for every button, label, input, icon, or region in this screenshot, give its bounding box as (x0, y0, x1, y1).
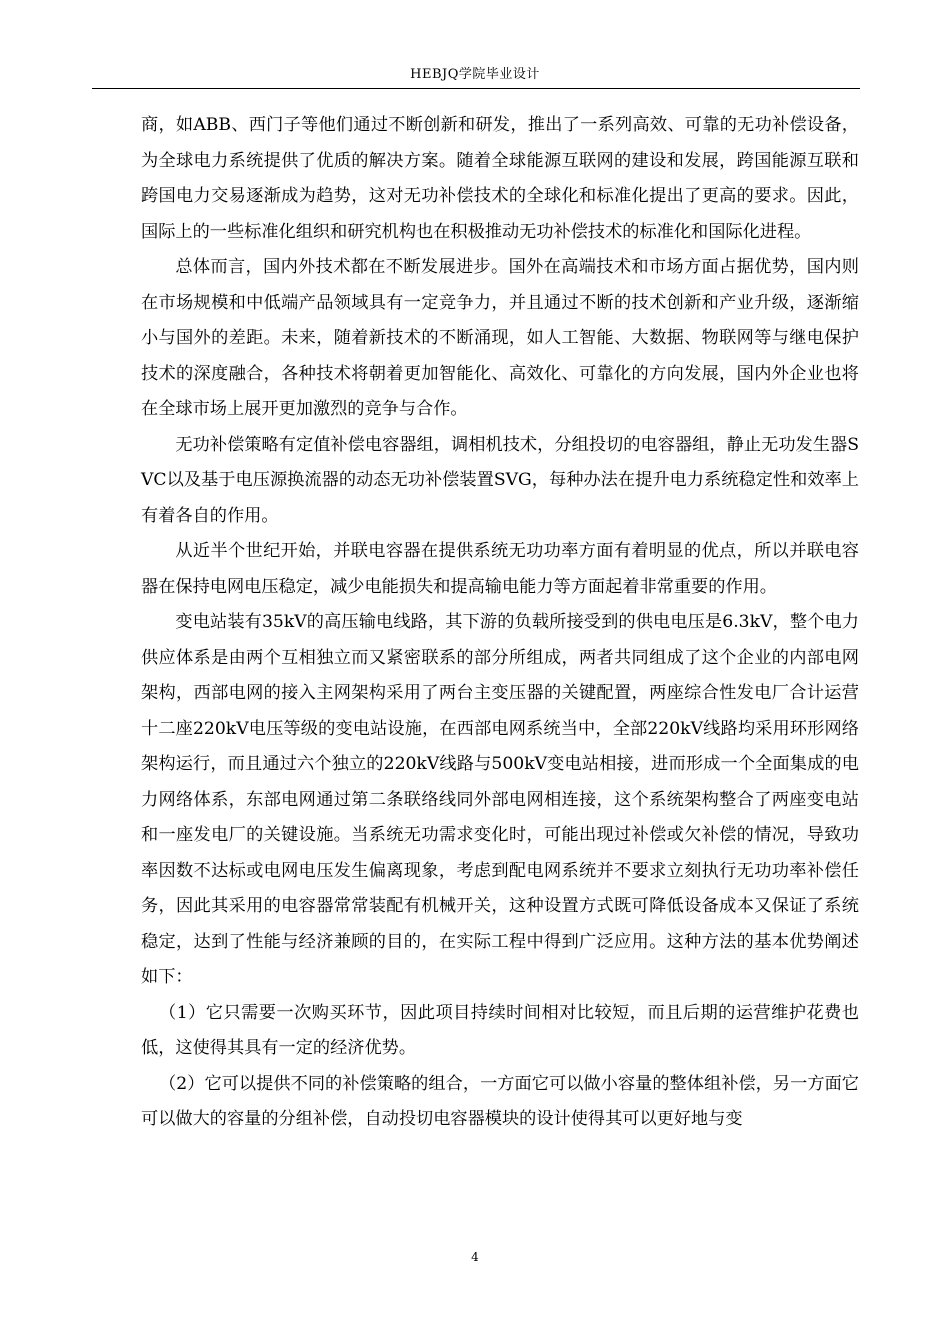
paragraph: 从近半个世纪开始，并联电容器在提供系统无功功率方面有着明显的优点，所以并联电容器在保持电网电压稳定，减少电能损失和提高输电能力等方面起着非常重要的作用。 (141, 541, 859, 597)
page-number: 4 (471, 1250, 479, 1264)
paragraph: 商，如ABB、西门子等他们通过不断创新和研发，推出了一系列高效、可靠的无功补偿设备，为全球电力系统提供了优质的解决方案。随着全球能源互联网的建设和发展，跨国能源互联和跨国电力交易逐渐成为趋势，这对无功补偿技术的全球化和标准化提出了更高的要求。因此，国际上的一些标准化组织和研究机构也在积极推动无功补偿技术的标准化和国际化进程。 (141, 115, 859, 242)
paragraph: 无功补偿策略有定值补偿电容器组，调相机技术，分组投切的电容器组，静止无功发生器SVC以及基于电压源换流器的动态无功补偿装置SVG，每种办法在提升电力系统稳定性和效率上有着各自的作用。 (141, 434, 859, 526)
paragraph: 变电站装有35kV的高压输电线路，其下游的负载所接受到的供电电压是6.3kV，整个电力供应体系是由两个互相独立而又紧密联系的部分所组成，两者共同组成了这个企业的内部电网架构，西部电网的接入主网架构采用了两台主变压器的关键配置，两座综合性发电厂合计运营十二座220kV电压等级的变电站设施，在西部电网系统当中，全部220kV线路均采用环形网络架构运行，而且通过六个独立的220kV线路与500kV变电站相接，进而形成一个全面集成的电力网络体系，东部电网通过第二条联络线同外部电网相连接，这个系统架构整合了两座变电站和一座发电厂的关键设施。当系统无功需求变化时，可能出现过补偿或欠补偿的情况，导致功率因数不达标或电网电压发生偏离现象，考虑到配电网系统并不要求立刻执行无功功率补偿任务，因此其采用的电容器常常装配有机械开关，这种设置方式既可降低设备成本又保证了系统稳定，达到了性能与经济兼顾的目的，在实际工程中得到广泛应用。这种方法的基本优势阐述如下： (141, 612, 859, 987)
list-item: （1）它只需要一次购买环节，因此项目持续时间相对比较短，而且后期的运营维护花费也低，这使得其具有一定的经济优势。 (141, 1002, 859, 1058)
body-text (141, 108, 859, 1138)
header-divider (92, 88, 860, 89)
paragraph: 总体而言，国内外技术都在不断发展进步。国外在高端技术和市场方面占据优势，国内则在市场规模和中低端产品领域具有一定竞争力，并且通过不断的技术创新和产业升级，逐渐缩小与国外的差距。未来，随着新技术的不断涌现，如人工智能、大数据、物联网等与继电保护技术的深度融合，各种技术将朝着更加智能化、高效化、可靠化的方向发展，国内外企业也将在全球市场上展开更加激烈的竞争与合作。 (141, 257, 859, 419)
list-item: （2）它可以提供不同的补偿策略的组合，一方面它可以做小容量的整体组补偿，另一方面它可以做大的容量的分组补偿，自动投切电容器模块的设计使得其可以更好地与变 (141, 1073, 859, 1129)
running-header: HEBJQ学院毕业设计 (410, 67, 540, 82)
